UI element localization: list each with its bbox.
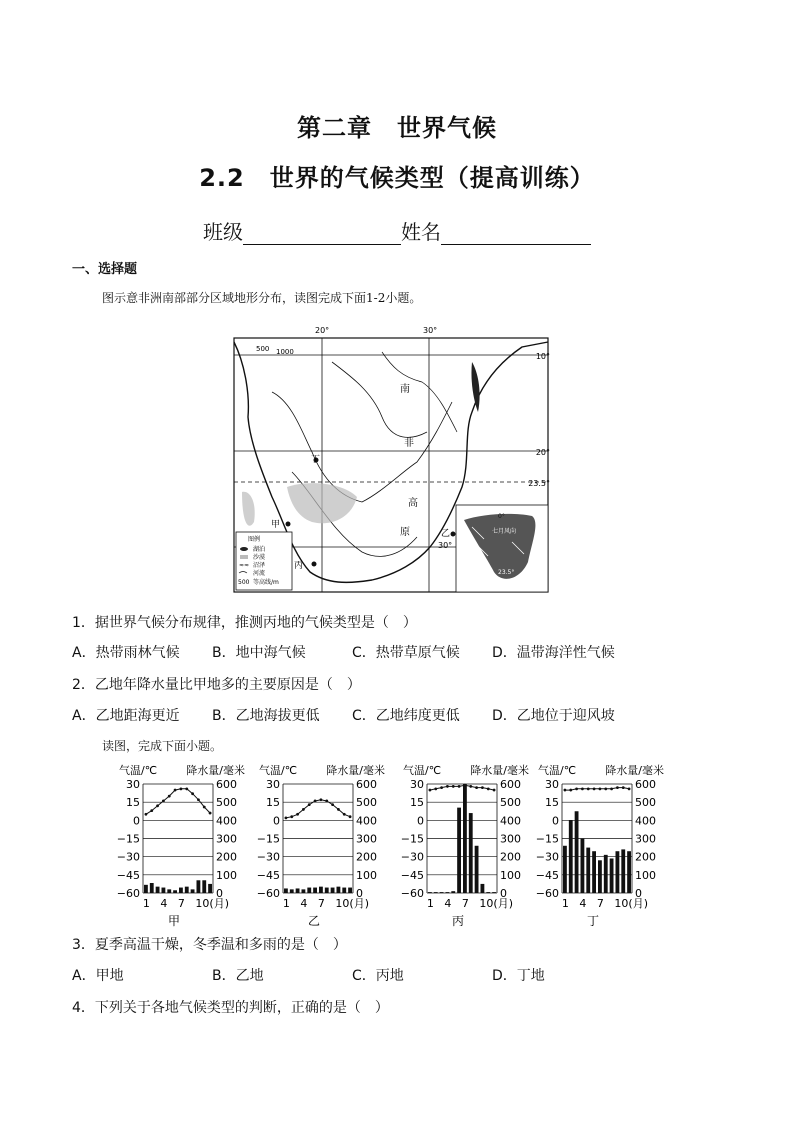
chart-3-temp-tick: −45 (535, 868, 559, 882)
lat-label-10: 10° (535, 352, 550, 361)
chart-0-temp-tick: 0 (133, 814, 140, 828)
chart-0-precip-tick: 0 (216, 887, 223, 900)
legend-title: 图例 (248, 536, 261, 543)
chart-3-temp-point (622, 786, 625, 789)
chart-1-temp-point (314, 800, 317, 803)
chart-0-temp-line (146, 789, 210, 815)
chart-2-precip-bar (457, 808, 461, 893)
chart-3-x-tick: 1 (561, 897, 569, 910)
chart-3-temp-point (599, 787, 602, 790)
chart-3-name: 丁 (586, 914, 600, 928)
q2-option-d[interactable]: D．乙地位于迎风坡 (492, 708, 615, 724)
chart-2-temp-tick: −45 (400, 868, 424, 882)
chart-1-precip-bar (331, 888, 335, 893)
chart-2-temp-point (475, 786, 478, 789)
chart-2-x-tick: 10(月) (479, 897, 514, 910)
chart-1-temp-point (325, 800, 328, 803)
chart-1-precip-bar (284, 888, 288, 893)
place-yi: 乙 (441, 529, 451, 539)
chart-1-temp-point (296, 813, 299, 816)
chart-1-temp-axis-label: 气温/℃ (259, 764, 298, 777)
chart-0-precip-bar (150, 883, 154, 893)
chart-1-precip-bar (290, 889, 294, 893)
section-heading: 一、选择题 (72, 262, 138, 277)
chart-0-temp-tick: 30 (126, 778, 140, 791)
place-fei: 非 (404, 438, 414, 449)
chart-1-precip-axis-label: 降水量/毫米 (326, 764, 385, 777)
chart-3-temp-point (593, 787, 596, 790)
chart-0-temp-tick: 15 (126, 796, 140, 810)
chart-2-temp-point (446, 785, 449, 788)
question-2-stem: 2．乙地年降水量比甲地多的主要原因是（ ） (72, 677, 361, 693)
chart-2-precip-tick: 600 (500, 778, 521, 791)
chart-3-precip-tick: 500 (635, 796, 656, 810)
chart-0-temp-point (162, 800, 165, 803)
chart-0-precip-tick: 200 (216, 850, 237, 864)
chart-1-x-tick: 10(月) (335, 897, 370, 910)
chart-0-precip-bar (144, 885, 148, 893)
chart-2-precip-bar (446, 892, 450, 893)
lon-label-20: 20° (315, 326, 330, 335)
chart-0-precip-bar (162, 888, 166, 893)
chart-3-precip-tick: 600 (635, 778, 656, 791)
chart-2-precip-bar (463, 784, 467, 893)
chart-3-temp-tick: 30 (545, 778, 559, 791)
chart-0-precip-bar (208, 884, 212, 893)
chart-0-temp-point (197, 798, 200, 801)
point-yi (451, 532, 456, 537)
place-gao: 高 (408, 498, 418, 509)
chart-3-precip-bar (598, 860, 602, 893)
chart-2-temp-tick: −60 (400, 887, 424, 900)
q3-option-d[interactable]: D．丁地 (492, 968, 545, 984)
chart-3-precip-bar (604, 855, 608, 893)
chart-0-x-tick: 10(月) (195, 897, 230, 910)
chart-1-precip-bar (348, 888, 352, 893)
chart-2-precip-axis-label: 降水量/毫米 (470, 764, 529, 777)
chart-2-precip-tick: 0 (500, 887, 507, 900)
contour-1000: 1000 (276, 348, 294, 356)
chart-0-temp-point (209, 812, 212, 815)
legend-desert: 沙漠 (253, 554, 266, 561)
chart-3-temp-tick: −60 (535, 887, 559, 900)
chart-2-temp-point (452, 785, 455, 788)
place-ding: 丁 (311, 455, 321, 465)
chart-0-precip-tick: 600 (216, 778, 237, 791)
chart-1-temp-tick: −15 (256, 832, 280, 846)
svg-text:≈≈: ≈≈ (239, 562, 250, 569)
chart-1-temp-point (290, 815, 293, 818)
chart-3-precip-tick: 400 (635, 814, 656, 828)
chart-2-temp-axis-label: 气温/℃ (403, 764, 442, 777)
chart-2-temp-tick: −30 (400, 850, 424, 864)
chart-1-x-tick: 7 (317, 897, 325, 910)
chart-0-temp-point (174, 789, 177, 792)
chart-1-precip-bar (313, 888, 317, 893)
chart-0-temp-point (156, 804, 159, 807)
question-3-stem: 3．夏季高温干燥，冬季温和多雨的是（ ） (72, 937, 347, 953)
chart-0-temp-point (180, 787, 183, 790)
chart-2-precip-bar (469, 813, 473, 893)
chart-2-temp-point (493, 789, 496, 792)
chart-0-precip-bar (156, 887, 160, 893)
chart-3-temp-tick: 0 (552, 814, 559, 828)
chart-0-precip-bar (197, 880, 201, 893)
q2-option-a[interactable]: A．乙地距海更近 (72, 708, 180, 724)
chart-0-temp-point (168, 795, 171, 798)
chart-1-temp-point (331, 803, 334, 806)
charts-intro: 读图，完成下面小题。 (102, 739, 223, 753)
chart-0-x-tick: 1 (142, 897, 150, 910)
chart-3-precip-tick: 100 (635, 868, 656, 882)
chart-1-precip-bar (302, 889, 306, 893)
chart-2-precip-bar (451, 891, 455, 893)
chart-3-x-tick: 10(月) (614, 897, 649, 910)
chart-3-temp-tick: −15 (535, 832, 559, 846)
chart-1-temp-tick: −60 (256, 887, 280, 900)
name-blank[interactable] (441, 224, 591, 245)
chart-3-precip-bar (621, 849, 625, 893)
chart-0-name: 甲 (167, 914, 181, 928)
chart-1-precip-bar (337, 887, 341, 893)
chart-0-x-tick: 7 (177, 897, 185, 910)
chart-0-x-tick: 4 (160, 897, 168, 910)
chart-3-temp-axis-label: 气温/℃ (538, 764, 577, 777)
chart-0-temp-tick: −15 (116, 832, 140, 846)
chart-3-temp-tick: −30 (535, 850, 559, 864)
chart-0-precip-tick: 400 (216, 814, 237, 828)
chart-2-precip-tick: 500 (500, 796, 521, 810)
climate-charts (115, 760, 675, 930)
question-3-options (72, 965, 772, 985)
question-1-options (72, 642, 772, 662)
chart-0-temp-axis-label: 气温/℃ (119, 764, 158, 777)
chart-1-temp-point (302, 808, 305, 811)
legend-swamp: 沼泽 (253, 562, 266, 569)
chart-1-precip-tick: 400 (356, 814, 377, 828)
chart-3-precip-tick: 0 (635, 887, 642, 900)
chart-0-precip-bar (191, 889, 195, 893)
chart-0-precip-axis-label: 降水量/毫米 (186, 764, 245, 777)
chart-1-temp-point (343, 813, 346, 816)
chart-3-precip-bar (616, 851, 620, 893)
chart-0-temp-point (185, 787, 188, 790)
chart-2-precip-bar (434, 892, 438, 893)
contour-500: 500 (256, 345, 270, 353)
q1-option-a[interactable]: A．热带雨林气候 (72, 645, 180, 661)
chart-2-temp-point (429, 789, 432, 792)
chart-2-precip-tick: 200 (500, 850, 521, 864)
lon-label-30: 30° (423, 326, 438, 335)
chart-3-temp-point (604, 787, 607, 790)
chart-2-x-tick: 4 (444, 897, 452, 910)
chapter-title: 第二章 世界气候 (297, 114, 497, 142)
lat-label-20: 20° (535, 448, 550, 457)
q1-option-c[interactable]: C．热带草原气候 (352, 645, 460, 661)
chart-3-precip-axis-label: 降水量/毫米 (605, 764, 664, 777)
chart-2-precip-bar (440, 892, 444, 893)
chart-2-precip-bar (481, 884, 485, 893)
legend-river: 河流 (253, 570, 266, 577)
southern-africa-map (232, 322, 550, 594)
chart-3-precip-bar (581, 839, 585, 894)
name-label: 姓名 (401, 220, 441, 244)
chart-2-temp-point (464, 784, 467, 787)
q2-option-b[interactable]: B．乙地海拔更低 (212, 708, 320, 724)
lat-label-23-5: 23.5° (528, 479, 550, 488)
chart-3-precip-tick: 200 (635, 850, 656, 864)
chart-3-temp-point (616, 786, 619, 789)
chart-0-precip-bar (173, 890, 177, 893)
q1-option-b[interactable]: B．地中海气候 (212, 645, 306, 661)
chart-2-x-tick: 1 (426, 897, 434, 910)
chart-0-temp-tick: −45 (116, 868, 140, 882)
chart-2-temp-tick: 30 (410, 778, 424, 791)
chart-2-temp-line (430, 785, 494, 790)
chart-1-name: 乙 (307, 914, 321, 928)
legend-contour: 等高线/m (253, 579, 279, 586)
chart-1-precip-bar (319, 887, 323, 893)
chart-2-temp-tick: 15 (410, 796, 424, 810)
chart-0-temp-tick: −60 (116, 887, 140, 900)
legend-lake: 湖泊 (253, 546, 266, 553)
chart-3-precip-bar (627, 851, 631, 893)
place-nan: 南 (400, 384, 410, 395)
chart-1-temp-point (308, 803, 311, 806)
inset-lat-bottom: 23.5° (498, 569, 515, 576)
chart-1-precip-tick: 600 (356, 778, 377, 791)
class-blank[interactable] (243, 224, 401, 245)
chart-1-temp-tick: −45 (256, 868, 280, 882)
question-2-options (72, 705, 772, 725)
chart-3-temp-line (565, 788, 629, 791)
chart-2-temp-point (481, 786, 484, 789)
chart-1-temp-tick: 15 (266, 796, 280, 810)
chart-0-precip-bar (167, 889, 171, 893)
chart-2-precip-tick: 400 (500, 814, 521, 828)
chart-3-precip-bar (610, 858, 614, 893)
chart-2-temp-point (469, 785, 472, 788)
chart-0-precip-tick: 100 (216, 868, 237, 882)
chart-1-precip-bar (325, 888, 329, 893)
point-jia (286, 522, 291, 527)
chart-2-temp-point (440, 786, 443, 789)
inset-title: 七月风向 (492, 528, 517, 535)
chart-1-temp-tick: 30 (266, 778, 280, 791)
chart-1-precip-tick: 0 (356, 887, 363, 900)
chart-1-temp-point (320, 798, 323, 801)
chart-2-temp-tick: −15 (400, 832, 424, 846)
chart-2-x-tick: 7 (461, 897, 469, 910)
chart-2-precip-tick: 100 (500, 868, 521, 882)
chart-1-precip-tick: 100 (356, 868, 377, 882)
q3-option-b[interactable]: B．乙地 (212, 968, 264, 984)
chart-1-precip-bar (296, 888, 300, 893)
place-yuan: 原 (400, 527, 410, 538)
class-label: 班级 (203, 220, 243, 244)
question-1-stem: 1．据世界气候分布规律，推测丙地的气候类型是（ ） (72, 615, 417, 631)
q2-option-c[interactable]: C．乙地纬度更低 (352, 708, 460, 724)
chart-3-temp-point (587, 787, 590, 790)
chart-3-temp-point (564, 789, 567, 792)
chart-2-temp-tick: 0 (417, 814, 424, 828)
q1-option-d[interactable]: D．温带海洋性气候 (492, 645, 615, 661)
chart-3-temp-point (581, 787, 584, 790)
chart-3-temp-point (575, 787, 578, 790)
chart-1-temp-point (337, 808, 340, 811)
chart-3-x-tick: 7 (596, 897, 604, 910)
chart-2-temp-point (434, 787, 437, 790)
chart-1-precip-tick: 300 (356, 832, 377, 846)
place-jia: 甲 (271, 520, 281, 530)
chart-0-precip-bar (185, 887, 189, 893)
chart-1-temp-tick: −30 (256, 850, 280, 864)
chart-1-precip-bar (307, 888, 311, 893)
section-title: 2.2 世界的气候类型（提高训练） (199, 164, 595, 192)
chart-3-precip-bar (575, 811, 579, 893)
chart-2-precip-bar (492, 892, 496, 893)
q3-option-a[interactable]: A．甲地 (72, 968, 124, 984)
chart-2-precip-bar (475, 846, 479, 893)
chart-2-precip-bar (428, 892, 432, 893)
q3-option-c[interactable]: C．丙地 (352, 968, 404, 984)
chart-0-temp-point (150, 809, 153, 812)
chart-0-precip-tick: 300 (216, 832, 237, 846)
chart-3-temp-point (610, 787, 613, 790)
place-bing: 丙 (294, 561, 304, 571)
class-name-line (0, 216, 794, 245)
chart-0-temp-point (203, 806, 206, 809)
legend-contour-value: 500 (238, 579, 250, 586)
chart-0-temp-tick: −30 (116, 850, 140, 864)
chart-3-x-tick: 4 (579, 897, 587, 910)
chart-1-x-tick: 1 (282, 897, 290, 910)
chart-2-temp-point (458, 785, 461, 788)
chart-0-temp-point (191, 792, 194, 795)
chart-2-name: 丙 (451, 914, 465, 928)
chart-3-temp-tick: 15 (545, 796, 559, 810)
chart-3-temp-point (628, 787, 631, 790)
chart-3-precip-bar (563, 846, 567, 893)
chart-2-temp-point (487, 787, 490, 790)
chart-2-precip-bar (486, 892, 490, 893)
inset-lat-top: 0° (498, 513, 505, 520)
question-4-stem: 4．下列关于各地气候类型的判断，正确的是（ ） (72, 1000, 389, 1016)
chart-3-precip-bar (569, 820, 573, 893)
chart-0-precip-bar (202, 880, 206, 893)
chart-0-temp-point (145, 813, 148, 816)
lat-label-30: 30° (438, 541, 453, 550)
chart-1-temp-point (349, 815, 352, 818)
chart-3-precip-bar (592, 851, 596, 893)
point-bing (312, 562, 317, 567)
chart-0-precip-bar (179, 888, 183, 893)
chart-1-temp-point (285, 817, 288, 820)
chart-1-precip-tick: 500 (356, 796, 377, 810)
chart-1-temp-tick: 0 (273, 814, 280, 828)
chart-1-x-tick: 4 (300, 897, 308, 910)
chart-2-precip-tick: 300 (500, 832, 521, 846)
map-intro: 图示意非洲南部部分区域地形分布，读图完成下面1-2小题。 (102, 291, 422, 305)
chart-1-precip-bar (342, 888, 346, 893)
chart-3-temp-point (569, 789, 572, 792)
chart-3-precip-bar (586, 848, 590, 893)
chart-1-precip-tick: 200 (356, 850, 377, 864)
chart-0-precip-tick: 500 (216, 796, 237, 810)
chart-3-precip-tick: 300 (635, 832, 656, 846)
